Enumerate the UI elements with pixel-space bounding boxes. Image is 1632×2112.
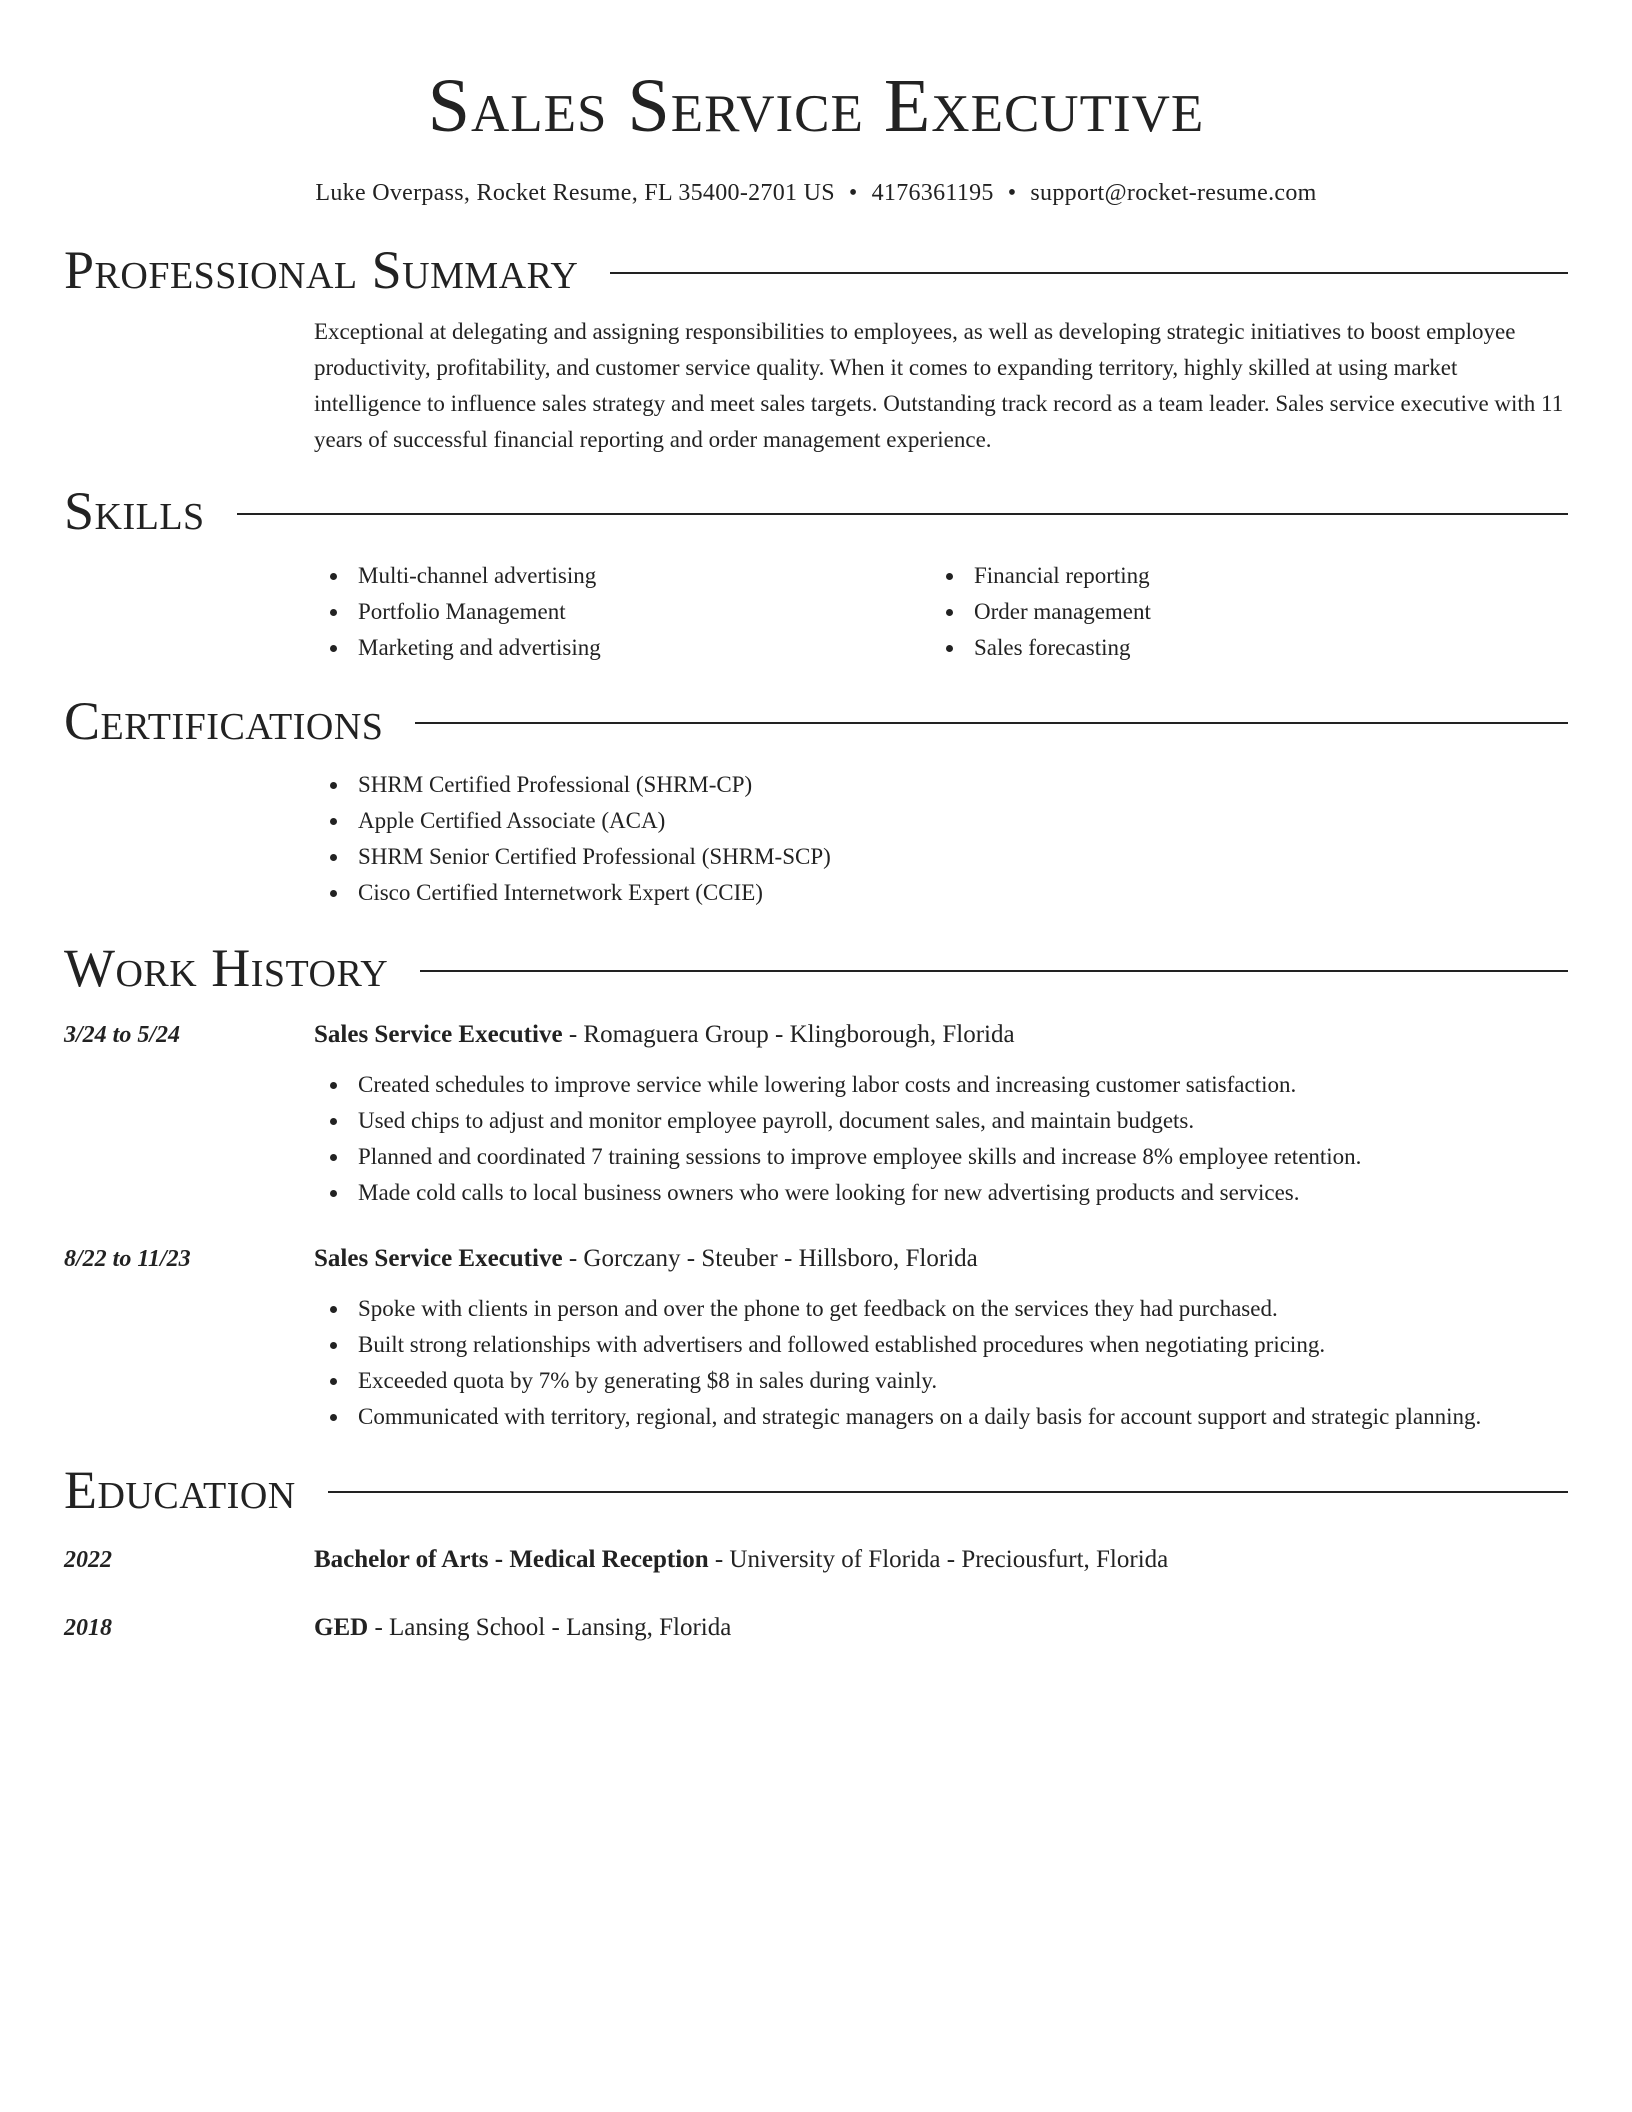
skill-item: Marketing and advertising [314,630,930,666]
job-duty-item: Exceeded quota by 7% by generating $8 in sales during vainly. [314,1363,1568,1399]
education-entry [64,1542,1568,1578]
job-duty-item: Used chips to adjust and monitor employee payroll, document sales, and maintain budgets. [314,1103,1568,1139]
skill-item: Financial reporting [930,558,1546,594]
job-duty-item: Communicated with territory, regional, and strategic managers on a daily basis for account support and strategic planning. [314,1399,1568,1435]
section-header-certifications [64,692,1568,751]
resume-title: Sales Service Executive [427,64,1205,148]
section-title-work-history: Work History [64,938,389,999]
summary-text: Exceptional at delegating and assigning responsibilities to employees, as well as developing strategic initiatives to boost employee productivity, profitability, and customer service quality. When it comes to expanding territory, highly skilled at using market intelligence to influence sales strategy and meet sales targets. Outstanding track record as a team leader. Sales service executive with 11 years of successful financial reporting and order management experience. [314,319,1564,453]
section-title-skills: Skills [64,481,205,542]
work-dates: 8/22 to 11/23 [64,1245,191,1272]
skills-column-right [930,558,1546,666]
bullet-separator: • [1007,180,1017,206]
section-divider [237,513,1568,515]
job-duties-list [314,1067,1568,1211]
section-header-summary [64,241,1568,300]
job-title: Sales Service Executive [314,1244,563,1272]
education-year: 2018 [64,1614,112,1641]
section-divider [415,722,1568,724]
contact-address: Luke Overpass, Rocket Resume, FL 35400-2701 US [315,180,835,206]
section-title-certifications: Certifications [64,690,384,751]
job-duty-item: Spoke with clients in person and over the phone to get feedback on the services they had purchased. [314,1291,1568,1327]
work-heading-line [314,1241,1568,1277]
section-header-work-history [64,939,1568,998]
education-year: 2022 [64,1546,112,1573]
skills-list [314,558,1568,666]
education-line [314,1542,1168,1578]
job-duty-item: Created schedules to improve service while lowering labor costs and increasing customer satisfaction. [314,1067,1568,1103]
job-duty-item: Made cold calls to local business owners who were looking for new advertising products and services. [314,1175,1568,1211]
work-entry-body [314,1017,1568,1211]
skill-item: Order management [930,594,1546,630]
certification-item: Cisco Certified Internetwork Expert (CCIE) [314,875,1568,911]
contact-email: support@rocket-resume.com [1030,180,1317,206]
work-dates: 3/24 to 5/24 [64,1021,181,1048]
job-employer-location: - Romaguera Group - Klingborough, Florida [562,1020,1015,1048]
work-heading-line [314,1017,1568,1053]
job-duty-item: Built strong relationships with advertisers and followed established procedures when negotiating pricing. [314,1327,1568,1363]
bullet-separator: • [848,180,858,206]
certification-item: SHRM Certified Professional (SHRM-CP) [314,767,1568,803]
section-title-education: Education [64,1459,296,1520]
education-entry [64,1610,1568,1646]
section-title-summary: Professional Summary [64,240,579,300]
certification-item: SHRM Senior Certified Professional (SHRM-SCP) [314,839,1568,875]
skills-column-left [314,558,930,666]
school-location: - University of Florida - Preciousfurt, Florida [708,1545,1169,1573]
section-divider [420,970,1568,972]
education-line [314,1610,731,1646]
contact-line [64,180,1568,207]
skill-item: Sales forecasting [930,630,1546,666]
work-entry [64,1241,1568,1435]
job-employer-location: - Gorczany - Steuber - Hillsboro, Florida [562,1244,978,1272]
section-divider [328,1491,1568,1493]
contact-phone: 4176361195 [871,180,994,206]
section-header-skills [64,482,1568,541]
work-entry [64,1017,1568,1211]
degree-name: GED [314,1613,369,1641]
certification-item: Apple Certified Associate (ACA) [314,803,1568,839]
certifications-list [314,767,1568,911]
section-divider [610,272,1568,274]
job-duty-item: Planned and coordinated 7 training sessions to improve employee skills and increase 8% employee retention. [314,1139,1568,1175]
skill-item: Multi-channel advertising [314,558,930,594]
degree-name: Bachelor of Arts - Medical Reception [314,1545,709,1573]
school-location: - Lansing School - Lansing, Florida [368,1613,732,1641]
job-duties-list [314,1291,1568,1435]
work-entry-body [314,1241,1568,1435]
job-title: Sales Service Executive [314,1020,563,1048]
section-header-education [64,1461,1568,1520]
skill-item: Portfolio Management [314,594,930,630]
